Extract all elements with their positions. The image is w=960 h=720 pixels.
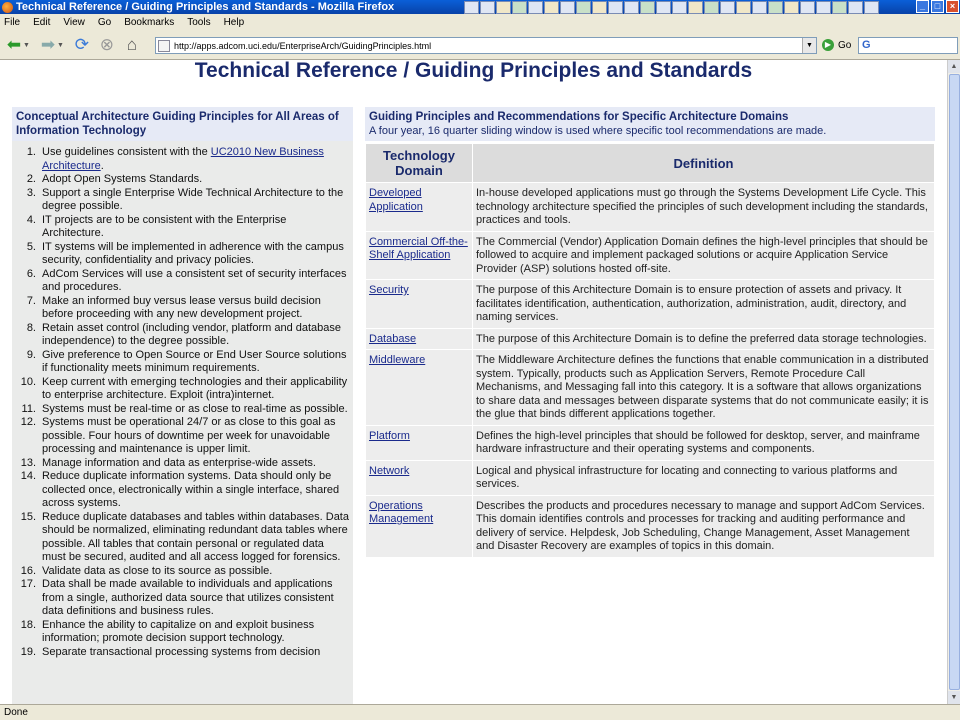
list-item	[12, 268, 353, 295]
tray-icon[interactable]	[672, 1, 687, 14]
go-label: Go	[838, 39, 852, 51]
scroll-down-icon[interactable]: ▼	[948, 691, 960, 704]
list-item	[12, 241, 353, 268]
tray-icon[interactable]	[464, 1, 479, 14]
tray-icon[interactable]	[496, 1, 511, 14]
window-title-bar[interactable]	[0, 0, 960, 14]
principles-list	[12, 146, 353, 659]
domain-cell	[366, 329, 472, 350]
list-item-body: Reduce duplicate information systems. Data should only be collected once, electronically within a single interface, shared across systems.	[42, 470, 340, 509]
domain-cell	[366, 280, 472, 328]
list-item-text	[42, 457, 353, 471]
list-item	[12, 470, 353, 511]
page-icon	[158, 40, 170, 52]
list-item-number: 8.	[26, 321, 36, 334]
column-header-domain: Technology Domain	[366, 144, 472, 182]
tray-icon[interactable]	[688, 1, 703, 14]
table-row	[366, 280, 934, 328]
tray-icon[interactable]	[560, 1, 575, 14]
reload-icon[interactable]: ⟳	[74, 35, 89, 54]
list-item-text	[42, 268, 353, 295]
list-item-body: Adopt Open Systems Standards.	[42, 173, 203, 185]
table-row	[366, 461, 934, 495]
list-item-text	[42, 416, 353, 457]
tray-icon[interactable]	[592, 1, 607, 14]
list-item-body: Give preference to Open Source or End User Source solutions if functionality meets minimum requirements.	[42, 348, 347, 374]
principles-panel	[12, 107, 353, 704]
address-dropdown-icon[interactable]: ▼	[802, 38, 816, 53]
list-item-number: 4.	[26, 213, 36, 226]
list-item-number: 2.	[26, 173, 36, 185]
tray-icon[interactable]	[656, 1, 671, 14]
list-item-text	[42, 511, 353, 565]
list-item-text	[42, 403, 353, 417]
back-dropdown-icon[interactable]: ▼	[23, 41, 30, 49]
list-item-text	[42, 619, 353, 646]
domain-link[interactable]: Commercial Off-the-Shelf Application	[369, 235, 468, 261]
list-item-number: 18.	[20, 618, 36, 631]
stop-icon[interactable]: ⊗	[99, 35, 114, 54]
menu-file[interactable]: File	[4, 17, 21, 28]
tray-icon[interactable]	[832, 1, 847, 14]
tray-icon[interactable]	[768, 1, 783, 14]
address-bar[interactable]	[155, 37, 817, 54]
back-arrow-icon[interactable]: ⬅	[6, 35, 22, 54]
table-row	[366, 496, 934, 557]
list-item	[12, 416, 353, 457]
list-item	[12, 646, 353, 660]
list-item-number: 19.	[20, 645, 36, 658]
list-item-body: Reduce duplicate databases and tables within databases. Data should be normalized, eliminating redundant data tables where possible. All tables that contain personal or regulated data must be secured, audited and all access logged for forensics.	[42, 510, 349, 563]
table-row	[366, 232, 934, 280]
tray-icon[interactable]	[784, 1, 799, 14]
menu-view[interactable]: View	[63, 17, 85, 28]
list-item-body: Systems must be operational 24/7 or as close to this goal as possible. Four hours of downtime per week for unavoidable processing and maintenance is upper limit.	[42, 416, 336, 455]
vertical-scrollbar[interactable]	[947, 60, 960, 704]
home-icon[interactable]: ⌂	[126, 35, 138, 54]
list-item-body: Enhance the ability to capitalize on and exploit business information; promote decision support technology.	[42, 618, 315, 644]
tray-icon[interactable]	[640, 1, 655, 14]
domain-cell	[366, 350, 472, 425]
table-row	[366, 183, 934, 231]
list-item-text	[42, 349, 353, 376]
domain-link[interactable]: Developed Application	[369, 187, 423, 213]
tray-icon[interactable]	[544, 1, 559, 14]
maximize-icon[interactable]: □	[931, 0, 944, 13]
list-item	[12, 349, 353, 376]
search-input[interactable]: G	[858, 37, 958, 54]
list-item-number: 9.	[26, 348, 36, 361]
address-input[interactable]: http://apps.adcom.uci.edu/EnterpriseArch/GuidingPrinciples.html	[174, 40, 432, 51]
list-item-text	[42, 578, 353, 619]
list-item-text	[42, 646, 353, 660]
menu-help[interactable]: Help	[223, 17, 245, 28]
list-item-body: Keep current with emerging technologies and their applicability to enterprise architecture. Exploit (intra)internet.	[42, 375, 348, 401]
domain-link[interactable]: Operations Management	[369, 499, 434, 525]
column-header-definition: Definition	[473, 144, 934, 182]
menu-go[interactable]: Go	[97, 17, 112, 28]
list-item-text	[42, 565, 353, 579]
list-item	[12, 187, 353, 214]
list-item-suffix: .	[100, 159, 104, 172]
window-controls	[916, 0, 959, 13]
domains-heading: Guiding Principles and Recommendations for Specific Architecture Domains	[369, 111, 789, 123]
list-item-text	[42, 187, 353, 214]
list-item	[12, 619, 353, 646]
list-item-text	[42, 146, 353, 173]
definition-cell: The purpose of this Architecture Domain is to ensure protection of assets and privacy. It facilitates identification, authentication, authorization, administration, audit, directory, and naming services.	[473, 280, 934, 328]
domain-link[interactable]: Middleware	[369, 354, 426, 366]
definition-cell: Describes the products and procedures necessary to manage and support AdCom Services. This domain identifies controls and processes for tracking and auditing performance and delivery of service. Helpdesk, Job Scheduling, Change Management, Asset Management and Disaster Recovery are examples of topics in this domain.	[473, 496, 934, 557]
tray-icon[interactable]	[752, 1, 767, 14]
list-item	[12, 578, 353, 619]
list-item-number: 10.	[20, 375, 36, 388]
tray-icon[interactable]	[576, 1, 591, 14]
list-item-link[interactable]: UC2010 New Business Architecture	[42, 146, 324, 172]
tray-icon[interactable]	[816, 1, 831, 14]
menu-edit[interactable]: Edit	[33, 17, 51, 28]
tray-icon[interactable]	[480, 1, 495, 14]
window-title: Technical Reference / Guiding Principles and Standards - Mozilla Firefox	[16, 1, 395, 13]
go-button[interactable]	[822, 39, 851, 51]
list-item	[12, 173, 353, 187]
list-item-number: 7.	[26, 294, 36, 307]
menu-bar	[0, 14, 960, 31]
list-item	[12, 214, 353, 241]
list-item	[12, 565, 353, 579]
domain-link[interactable]: Security	[369, 284, 409, 296]
list-item-text	[42, 322, 353, 349]
scroll-up-icon[interactable]: ▲	[948, 60, 960, 73]
principles-heading: Conceptual Architecture Guiding Principles for All Areas of Information Technology	[12, 107, 353, 141]
firefox-icon	[2, 2, 13, 13]
definition-cell: Logical and physical infrastructure for locating and connecting to various platforms and services.	[473, 461, 934, 495]
domain-link[interactable]: Database	[369, 332, 417, 345]
table-row	[366, 329, 934, 350]
domains-panel	[365, 107, 935, 558]
forward-dropdown-icon[interactable]: ▼	[56, 41, 64, 49]
page-content	[0, 60, 947, 704]
list-item	[12, 146, 353, 173]
list-item-text	[42, 295, 353, 322]
list-item-body: Retain asset control (including vendor, platform and database independence) to the degree possible.	[42, 321, 342, 347]
list-item-body: IT projects are to be consistent with the Enterprise Architecture.	[42, 213, 287, 239]
list-item	[12, 295, 353, 322]
list-item-body: Use guidelines consistent with the	[42, 146, 211, 158]
list-item-number: 6.	[26, 267, 36, 280]
domains-heading-block	[365, 107, 935, 141]
list-item-number: 5.	[26, 240, 36, 253]
table-row	[366, 426, 934, 460]
list-item-text	[42, 214, 353, 241]
definition-cell: The Middleware Architecture defines the functions that enable communication in a distributed system. Typically, products such as Application Servers, Remote Procedure Call Mechanisms, and Messaging fall into this category. It is a software that allows organizations to share data and messages between disparate systems that do not communicate easily; it is the glue that binds different applications together.	[473, 350, 934, 425]
list-item-number: 14.	[20, 470, 36, 482]
domain-link[interactable]: Network	[369, 464, 410, 477]
list-item	[12, 376, 353, 403]
domains-subheading: A four year, 16 quarter sliding window is used where specific tool recommendations are made.	[369, 125, 827, 137]
list-item-body: Make an informed buy versus lease versus build decision before proceeding with any new development project.	[42, 294, 321, 320]
list-item-body: Support a single Enterprise Wide Technical Architecture to the degree possible.	[42, 186, 344, 212]
list-item-number: 3.	[26, 186, 36, 199]
page-title: Technical Reference / Guiding Principles and Standards	[194, 60, 753, 82]
tray-icon[interactable]	[800, 1, 815, 14]
definition-cell: Defines the high-level principles that should be followed for desktop, server, and mainframe hardware infrastructure and their operating systems and components.	[473, 426, 934, 460]
minimize-icon[interactable]: _	[916, 0, 929, 13]
list-item-body: Validate data as close to its source as possible.	[42, 564, 273, 577]
tray-icon[interactable]	[720, 1, 735, 14]
domain-cell	[366, 232, 472, 280]
domain-link[interactable]: Platform	[369, 429, 410, 442]
domains-table	[365, 143, 935, 558]
list-item-number: 13.	[20, 456, 36, 469]
go-arrow-icon: ▶	[822, 39, 834, 51]
list-item	[12, 457, 353, 471]
list-item-text	[42, 241, 353, 268]
forward-arrow-icon[interactable]: ➡	[40, 35, 56, 54]
menu-bookmarks[interactable]: Bookmarks	[124, 17, 175, 28]
list-item-number: 15.	[20, 510, 36, 523]
list-item-body: Manage information and data as enterprise-wide assets.	[42, 456, 316, 469]
list-item-body: IT systems will be implemented in adherence with the campus security, confidentiality and privacy policies.	[42, 240, 344, 266]
list-item	[12, 322, 353, 349]
list-item-text	[42, 173, 353, 187]
definition-cell: The Commercial (Vendor) Application Domain defines the high-level principles that should be followed to acquire and implement packaged solutions or acquire Application Service Provider (ASP) solutions hosted off-site.	[473, 232, 934, 280]
tray-icon[interactable]	[864, 1, 879, 14]
list-item-text	[42, 470, 353, 511]
list-item-number: 16.	[20, 564, 36, 577]
list-item	[12, 511, 353, 565]
list-item-body: Data shall be made available to individuals and applications from a single, authorized data source that utilizes consistent data definitions and business rules.	[42, 578, 334, 617]
scrollbar-thumb[interactable]	[949, 74, 960, 690]
definition-cell: The purpose of this Architecture Domain is to define the preferred data storage technologies.	[473, 329, 934, 350]
tray-icon[interactable]	[736, 1, 751, 14]
list-item-body: AdCom Services will use a consistent set of security interfaces and procedures.	[42, 267, 347, 293]
navigation-toolbar	[0, 31, 960, 60]
tray-icon[interactable]	[512, 1, 527, 14]
tray-icon[interactable]	[624, 1, 639, 14]
tray-icon[interactable]	[528, 1, 543, 14]
tray-icon[interactable]	[704, 1, 719, 14]
list-item-body: Separate transactional processing systems from decision	[42, 645, 321, 658]
close-icon[interactable]: ×	[946, 0, 959, 13]
menu-tools[interactable]: Tools	[187, 17, 211, 28]
list-item-body: Systems must be real-time or as close to real-time as possible.	[42, 402, 348, 415]
domain-cell	[366, 496, 472, 557]
status-bar: Done	[0, 704, 960, 720]
list-item-number: 1.	[26, 146, 36, 158]
tray-icon[interactable]	[848, 1, 863, 14]
principles-list-container	[12, 141, 353, 704]
taskbar-icons	[464, 0, 879, 14]
list-item-text	[42, 376, 353, 403]
definition-cell: In-house developed applications must go through the Systems Development Life Cycle. This technology architecture specified the principles of such development including the standards, practices and tools.	[473, 183, 934, 231]
list-item-number: 11.	[21, 402, 36, 415]
domain-cell	[366, 461, 472, 495]
domain-cell	[366, 183, 472, 231]
list-item-number: 12.	[20, 416, 36, 428]
list-item-number: 17.	[20, 578, 36, 590]
domain-cell	[366, 426, 472, 460]
tray-icon[interactable]	[608, 1, 623, 14]
table-row	[366, 350, 934, 425]
list-item	[12, 403, 353, 417]
